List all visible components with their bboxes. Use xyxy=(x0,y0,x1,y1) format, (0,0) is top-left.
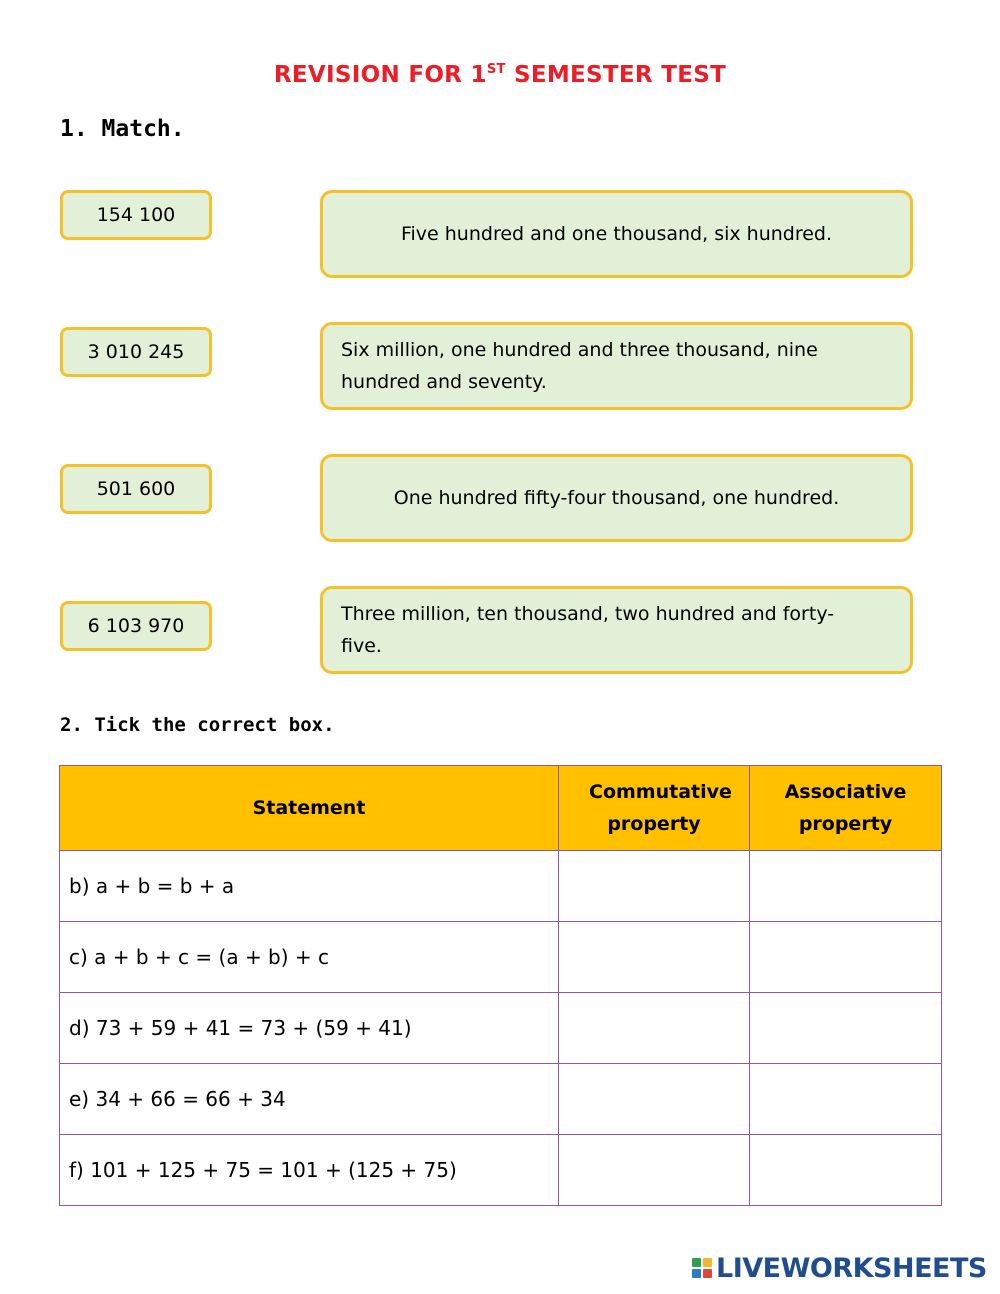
table-row xyxy=(60,1064,942,1135)
column-header-associative: Associative property xyxy=(750,766,942,851)
table-row xyxy=(60,993,942,1064)
question-2-heading: 2. Tick the correct box. xyxy=(60,714,335,736)
word-box-text: One hundred fifty-four thousand, one hundred. xyxy=(393,487,840,509)
associative-tick-box[interactable] xyxy=(750,993,942,1064)
commutative-tick-box[interactable] xyxy=(559,922,750,993)
commutative-tick-box[interactable] xyxy=(559,851,750,922)
associative-tick-box[interactable] xyxy=(750,851,942,922)
statement-cell: d) 73 + 59 + 41 = 73 + (59 + 41) xyxy=(60,993,559,1064)
statement-cell: b) a + b = b + a xyxy=(60,851,559,922)
commutative-tick-box[interactable] xyxy=(559,1064,750,1135)
properties-table xyxy=(59,765,942,1206)
statement-cell: e) 34 + 66 = 66 + 34 xyxy=(60,1064,559,1135)
number-box-4[interactable]: 6 103 970 xyxy=(60,601,212,651)
question-1-heading: 1. Match. xyxy=(60,116,185,142)
statement-cell: c) a + b + c = (a + b) + c xyxy=(60,922,559,993)
logo-mark-icon xyxy=(692,1258,712,1278)
word-box-3[interactable] xyxy=(320,454,913,542)
table-row xyxy=(60,922,942,993)
number-box-1[interactable]: 154 100 xyxy=(60,190,212,240)
table-row xyxy=(60,851,942,922)
table-row xyxy=(60,1135,942,1206)
word-box-text: Three million, ten thousand, two hundred and forty-five. xyxy=(341,603,835,657)
word-box-text: Six million, one hundred and three thousand, nine hundred and seventy. xyxy=(341,339,818,393)
column-header-statement: Statement xyxy=(60,766,559,851)
liveworksheets-logo xyxy=(692,1250,987,1286)
column-header-commutative: Commutative property xyxy=(559,766,750,851)
associative-tick-box[interactable] xyxy=(750,1064,942,1135)
commutative-tick-box[interactable] xyxy=(559,1135,750,1206)
worksheet-title xyxy=(0,62,1000,88)
commutative-tick-box[interactable] xyxy=(559,993,750,1064)
word-box-text: Five hundred and one thousand, six hundred. xyxy=(400,223,833,245)
word-box-2[interactable] xyxy=(320,322,913,410)
associative-tick-box[interactable] xyxy=(750,1135,942,1206)
title-superscript: ST xyxy=(486,62,506,77)
word-box-4[interactable] xyxy=(320,586,913,674)
number-box-2[interactable]: 3 010 245 xyxy=(60,327,212,377)
associative-tick-box[interactable] xyxy=(750,922,942,993)
logo-text: LIVEWORKSHEETS xyxy=(716,1252,987,1284)
statement-cell: f) 101 + 125 + 75 = 101 + (125 + 75) xyxy=(60,1135,559,1206)
word-box-1[interactable] xyxy=(320,190,913,278)
title-text-suffix: SEMESTER TEST xyxy=(505,62,727,88)
number-box-3[interactable]: 501 600 xyxy=(60,464,212,514)
table-header-row xyxy=(60,766,942,851)
title-text: REVISION FOR 1 xyxy=(273,62,487,88)
